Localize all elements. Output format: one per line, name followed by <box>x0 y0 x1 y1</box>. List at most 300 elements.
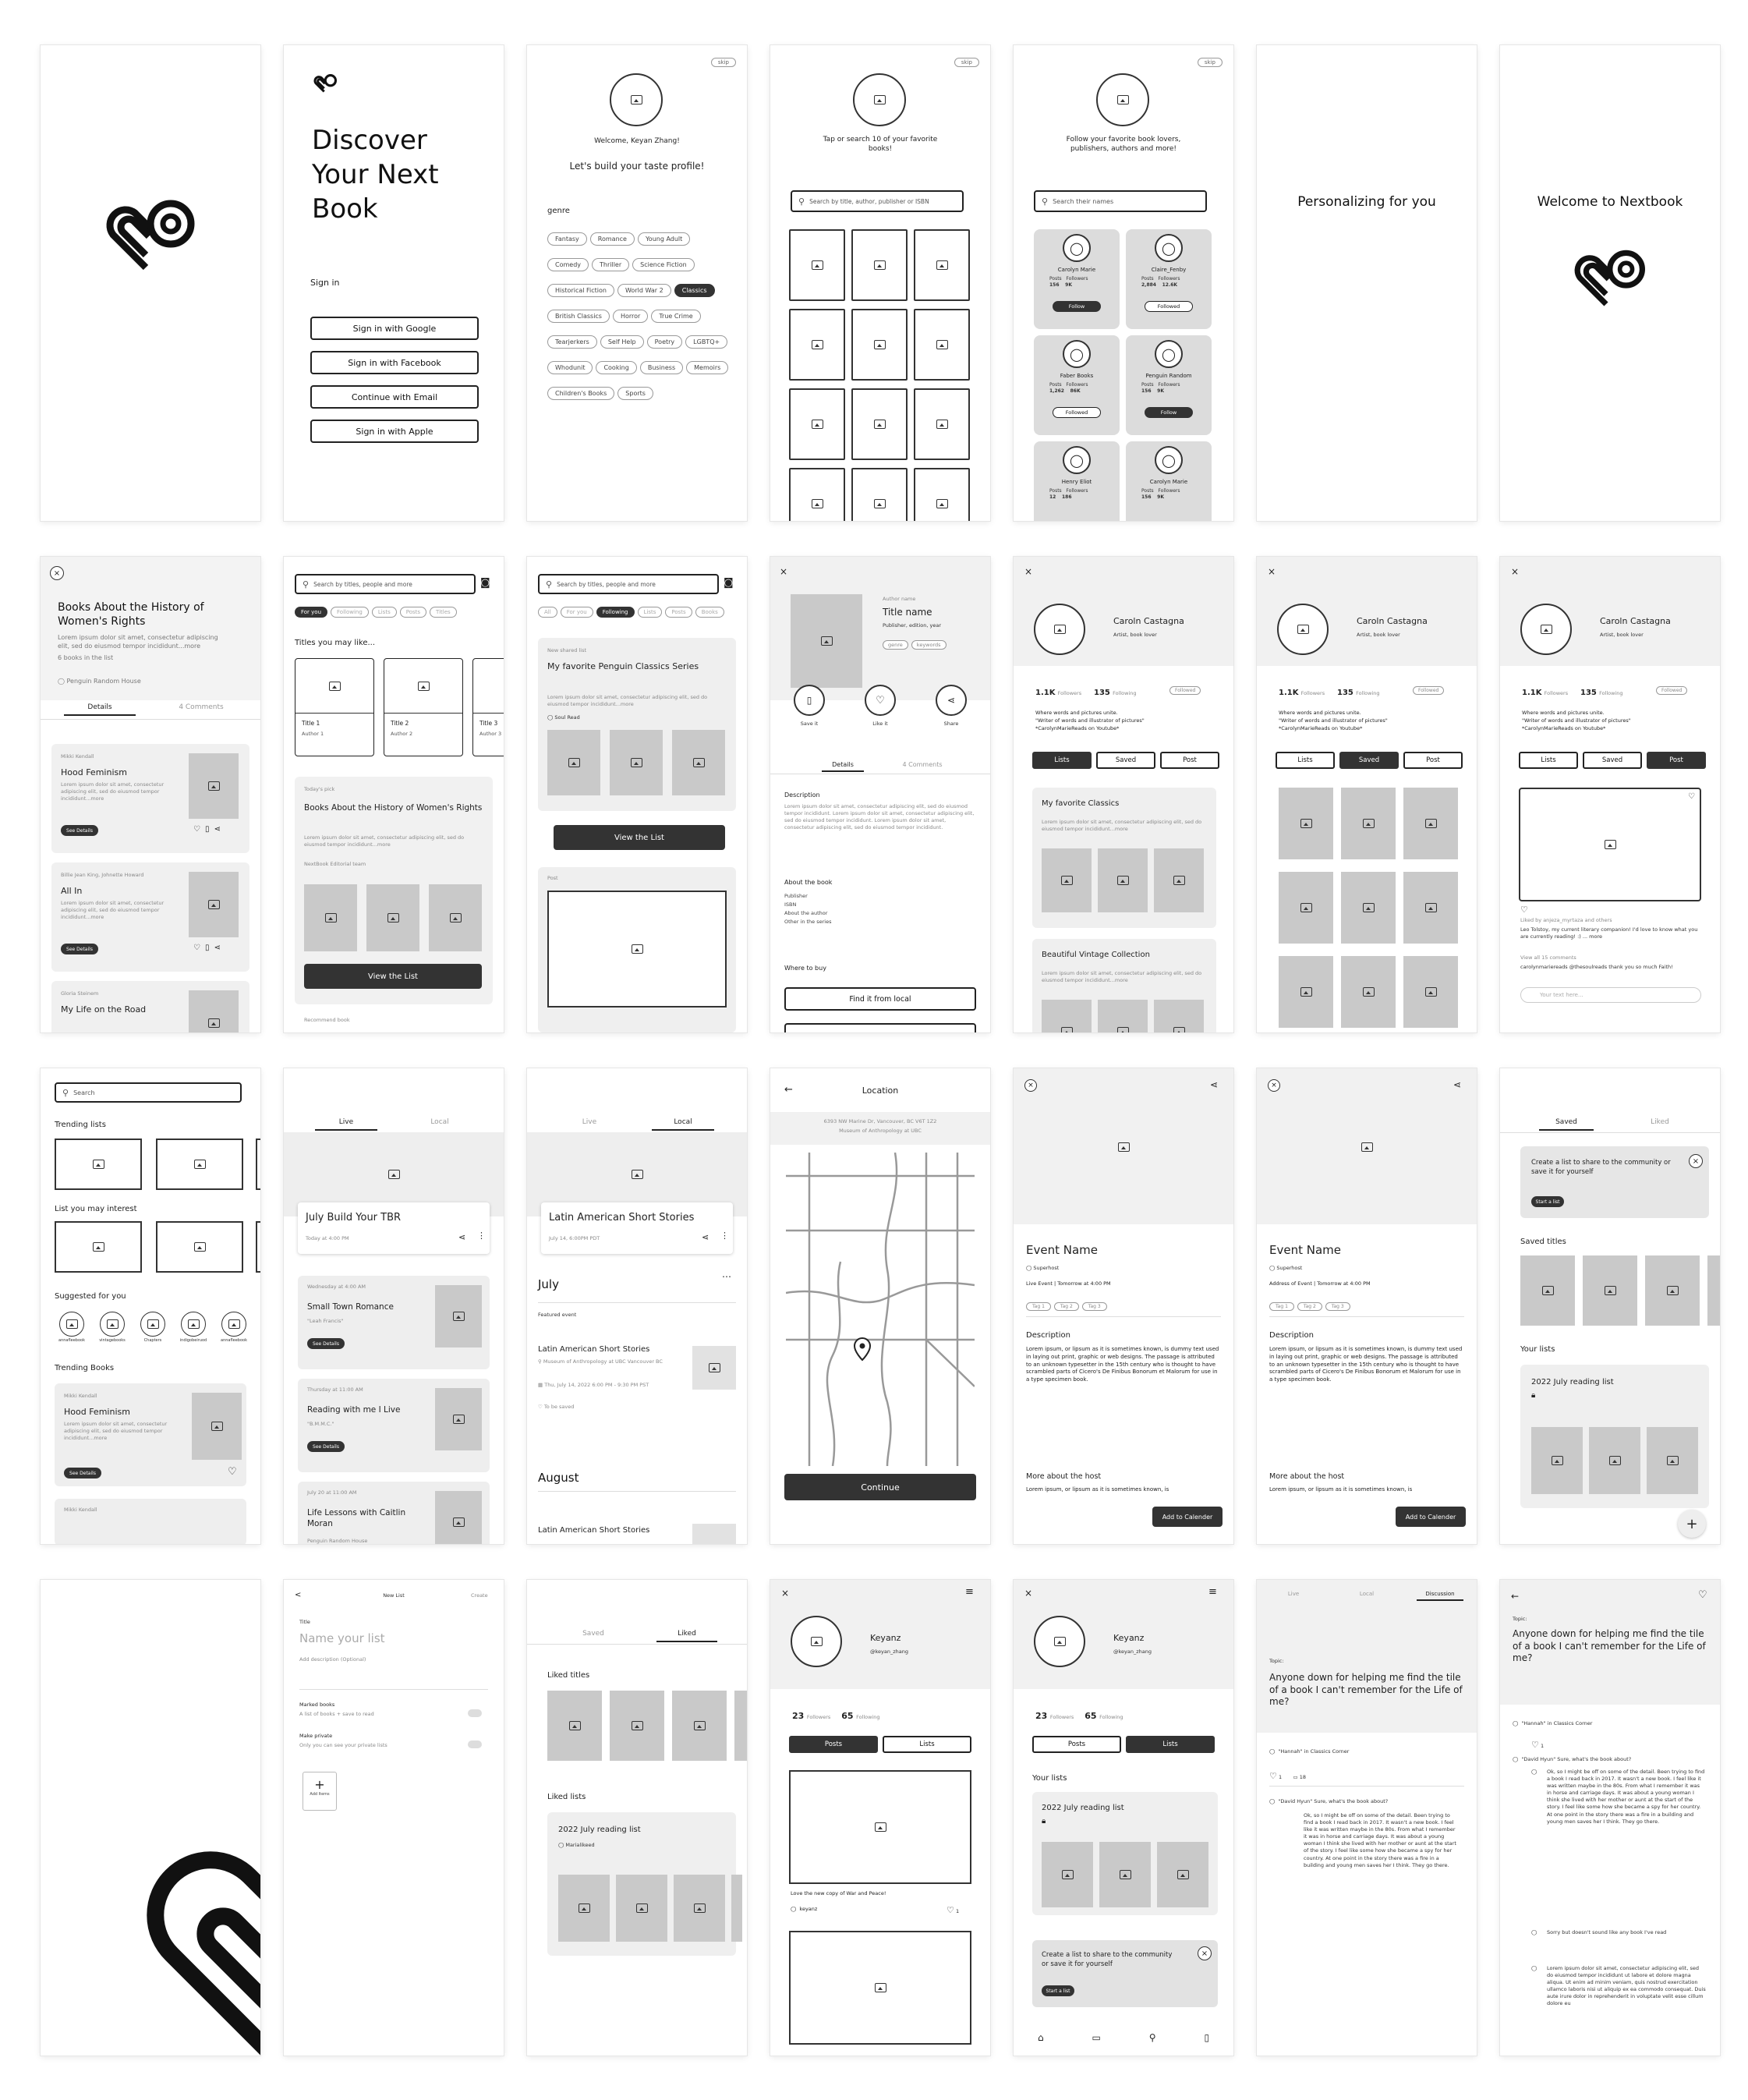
heart-icon[interactable]: ♡ <box>1688 792 1695 801</box>
list-desc-input[interactable]: Add description (Optional) <box>299 1656 366 1663</box>
interest-list-card[interactable] <box>256 1221 260 1273</box>
user-name: Chapters <box>143 1338 162 1343</box>
featured-event-card[interactable] <box>541 1202 733 1254</box>
image-icon <box>632 1721 643 1730</box>
continue-button[interactable]: Continue <box>784 1474 976 1500</box>
post-reactions[interactable]: ♡ 1 ▭ 18 <box>1269 1771 1307 1781</box>
share-icon[interactable]: ⋖ <box>1210 1079 1219 1090</box>
genre-chip[interactable]: Young Adult <box>638 232 690 246</box>
image-icon <box>632 944 643 954</box>
tab-details[interactable]: Details <box>64 703 136 716</box>
image-icon <box>107 1319 119 1329</box>
pick-desc: Lorem ipsum dolor sit amet, consectetur adipiscing elit, sed do eiusmod tempor incididunt...more <box>304 834 465 848</box>
my-profile-lists-screen <box>1014 1580 1233 2056</box>
trending-book-card[interactable] <box>55 1499 246 1544</box>
saved-book-cover[interactable] <box>1341 872 1396 944</box>
profile-lists-screen <box>1014 557 1233 1032</box>
image-icon <box>1605 1286 1616 1295</box>
close-icon[interactable]: × <box>780 566 788 577</box>
image-icon <box>1425 903 1437 912</box>
heart-icon[interactable]: ♡ <box>228 1466 237 1478</box>
post-image[interactable] <box>789 1770 971 1884</box>
image-icon <box>1300 987 1312 997</box>
followed-badge[interactable]: Followed <box>1169 686 1201 695</box>
saved-book-cover[interactable] <box>1279 956 1333 1028</box>
book-cover <box>1647 1427 1698 1494</box>
share-icon[interactable]: ⋖ <box>214 825 225 834</box>
follow-button[interactable]: Follow <box>1053 301 1101 312</box>
image-icon <box>709 1363 720 1372</box>
profile-handle: @keyan_zhang <box>870 1648 908 1655</box>
desc-heading: Description <box>1269 1331 1314 1340</box>
start-list-button[interactable]: Start a list <box>1531 1196 1564 1207</box>
map-title: Location <box>862 1085 899 1096</box>
filter-chip[interactable]: Titles <box>430 607 457 618</box>
create-button[interactable]: Create <box>471 1592 488 1599</box>
tab-lists[interactable]: Lists <box>1126 1736 1215 1753</box>
featured-event-card[interactable] <box>298 1202 490 1254</box>
comment: carolynmariereads @thesoulreads thank you so much Faith! <box>1520 964 1673 970</box>
saved-book-cover[interactable] <box>1341 788 1396 859</box>
event-tag[interactable]: Tag 2 <box>1054 1302 1079 1311</box>
title-cover <box>473 659 504 714</box>
home-icon[interactable]: ⌂ <box>1037 2032 1044 2043</box>
tab-saved[interactable]: Saved <box>582 1630 604 1638</box>
book-cover[interactable] <box>610 730 663 795</box>
map-venue: Museum of Anthropology at UBC <box>839 1128 922 1134</box>
saved-book-cover[interactable] <box>1403 788 1458 859</box>
interest-list-card[interactable] <box>55 1221 142 1273</box>
tab-posts[interactable]: Posts <box>789 1736 878 1753</box>
close-icon[interactable]: × <box>781 1588 790 1599</box>
event-tag[interactable]: Tag 2 <box>1297 1302 1322 1311</box>
book-tag[interactable]: keywords <box>911 640 947 650</box>
like-action[interactable]: ♡ Like it <box>865 700 896 738</box>
genre-chip[interactable]: Fantasy <box>547 232 587 246</box>
genre-chip[interactable]: Tearjerkers <box>547 335 597 349</box>
item-actions <box>193 825 225 834</box>
start-list-button[interactable]: Start a list <box>1042 1985 1074 1996</box>
topic-question: Anyone down for helping me find the tile of a book I can't remember for the Life of me? <box>1513 1628 1706 1664</box>
book-tile[interactable] <box>914 309 970 381</box>
suggested-users <box>51 1312 260 1344</box>
reply-text: Ok, so I might be off on some of the detail. Been trying to find a book I read back in 2017. It wasn't a new book. I feel like it was written maybe in the 80s. From what I remember it was in horse and carriage days. It was about a young woman I think she lived with her mother or aunt at the start of the story. I feel like some how she became a spy for her country. At one point in the story there was a fire in a building and young men saves her I think. They go there. <box>1304 1812 1456 1868</box>
book-tile[interactable] <box>789 388 845 460</box>
post-image[interactable] <box>547 891 727 1008</box>
follow-button[interactable]: Followed <box>1145 301 1193 312</box>
tab-lists[interactable]: Lists <box>883 1736 971 1753</box>
interest-list-card[interactable] <box>156 1221 243 1273</box>
reading-list-card[interactable] <box>1520 1365 1709 1508</box>
liked-list-card[interactable] <box>547 1812 736 1956</box>
book-cover[interactable] <box>547 730 600 795</box>
tab-liked[interactable]: Liked <box>1651 1118 1669 1126</box>
email-signin-button[interactable]: Continue with Email <box>310 385 479 409</box>
tab-local[interactable]: Local <box>430 1118 449 1126</box>
original-poster: ◯ "Hannah" in Classics Corner <box>1269 1748 1350 1755</box>
book-cover[interactable] <box>1583 1255 1637 1326</box>
heart-icon[interactable]: ♡ <box>193 825 205 834</box>
book-author: Mikki Kendall <box>64 1393 97 1399</box>
tab-local[interactable]: Local <box>1359 1591 1375 1597</box>
add-calendar-button[interactable]: Add to Calender <box>1396 1507 1466 1527</box>
user-card[interactable] <box>1034 229 1120 329</box>
user-card[interactable] <box>1034 335 1120 435</box>
post-image[interactable] <box>1519 788 1701 901</box>
list-name-input[interactable]: Name your list <box>299 1631 385 1645</box>
filter-chip[interactable]: For you <box>295 607 327 618</box>
share-action[interactable]: ⋖ Share <box>936 700 967 738</box>
tab-discussion[interactable]: Discussion <box>1417 1591 1463 1601</box>
book-title: Title name <box>883 607 932 618</box>
about-item[interactable]: Other in the series <box>784 919 832 926</box>
location-map-screen <box>770 1068 990 1544</box>
image-icon <box>1363 819 1375 828</box>
image-icon <box>936 499 948 508</box>
event-tag[interactable]: Tag 3 <box>1082 1302 1107 1311</box>
find-local-button[interactable]: Find it from local <box>784 987 976 1011</box>
user-name: Claire_Fenby <box>1151 267 1187 273</box>
tab-saved[interactable]: Saved <box>1539 1118 1594 1131</box>
book-cover <box>558 1875 610 1942</box>
save-action[interactable]: ▯ Save it <box>794 700 825 738</box>
genre-chip[interactable]: Thriller <box>592 258 629 271</box>
genre-chip[interactable]: Cooking <box>596 361 636 374</box>
heart-icon[interactable]: ♡ <box>1698 1589 1707 1601</box>
people-search-input[interactable]: ⚲ Search their names <box>1034 190 1207 212</box>
event-card[interactable] <box>298 1482 490 1544</box>
user-card[interactable] <box>1126 441 1212 521</box>
share-icon[interactable]: ⋖ <box>214 944 225 952</box>
saved-book-cover[interactable] <box>1403 872 1458 944</box>
filter-chip[interactable]: Following <box>596 607 635 618</box>
private-toggle[interactable] <box>468 1741 482 1748</box>
book-tile[interactable] <box>851 229 908 301</box>
share-icon[interactable]: ⋖ <box>1453 1079 1462 1090</box>
book-cover[interactable] <box>1520 1255 1575 1326</box>
user-card[interactable] <box>1126 229 1212 329</box>
suggested-user[interactable] <box>133 1312 173 1344</box>
saved-book-cover[interactable] <box>1279 872 1333 944</box>
genre-chip[interactable]: Poetry <box>647 335 683 349</box>
book-cover <box>1589 1427 1640 1494</box>
heart-icon[interactable]: ♡ <box>193 944 205 952</box>
avatar <box>1034 1616 1085 1667</box>
close-icon[interactable]: × <box>1268 1079 1280 1092</box>
book-tile[interactable] <box>914 229 970 301</box>
menu-icon[interactable]: ≡ <box>965 1586 974 1598</box>
see-details-button[interactable]: See Details <box>61 944 98 954</box>
share-icon[interactable]: ⋖ <box>458 1232 466 1242</box>
follow-button[interactable]: Follow <box>1145 407 1193 418</box>
image-icon <box>1609 1456 1621 1465</box>
user-avatar: ◯ <box>1063 340 1091 368</box>
genre-chip[interactable]: Business <box>640 361 683 374</box>
close-icon[interactable]: × <box>50 566 64 580</box>
genre-chip[interactable]: World War 2 <box>617 284 671 297</box>
item-author: Mikki Kendall <box>61 753 94 760</box>
title-name: Title 3 <box>479 720 498 727</box>
post-image[interactable] <box>789 1931 971 2045</box>
tab-post[interactable]: Post <box>1160 752 1219 769</box>
signin-label: Sign in <box>310 278 340 288</box>
see-details-button[interactable]: See Details <box>64 1468 101 1478</box>
trending-list-card[interactable] <box>156 1139 243 1190</box>
list-card[interactable] <box>1032 939 1216 1032</box>
user-card[interactable] <box>1034 441 1120 521</box>
genre-chip[interactable]: Memoirs <box>686 361 728 374</box>
see-details-button[interactable]: See Details <box>61 825 98 836</box>
book-search-input[interactable]: ⚲ Search by title, author, publisher or ISBN <box>791 190 964 212</box>
list-card[interactable] <box>1032 788 1216 928</box>
trending-list-card[interactable] <box>55 1139 142 1190</box>
book-cover[interactable] <box>429 884 482 951</box>
view-list-button[interactable]: View the List <box>304 964 482 989</box>
title-name: Title 2 <box>391 720 409 727</box>
filter-chip[interactable]: All <box>538 607 557 618</box>
book-tag[interactable]: genre <box>883 640 908 650</box>
view-list-button[interactable]: View the List <box>554 825 725 850</box>
event-card[interactable] <box>298 1379 490 1472</box>
title-card[interactable] <box>295 658 374 756</box>
google-signin-button[interactable]: Sign in with Google <box>310 317 479 340</box>
close-icon[interactable]: × <box>1024 566 1033 577</box>
book-cover <box>616 1875 667 1942</box>
title-card[interactable] <box>384 658 463 756</box>
filter-chip[interactable]: Lists <box>638 607 663 618</box>
home-search-input[interactable]: ⚲ Search by titles, people and more <box>295 574 476 594</box>
user-stats: Posts Followers 1,262 86K <box>1049 382 1088 395</box>
bookmark-icon[interactable]: ▯ <box>204 944 214 952</box>
follow-button[interactable]: Followed <box>1053 407 1101 418</box>
followed-badge[interactable]: Followed <box>1413 686 1444 695</box>
shared-user: ◯ Soul Read <box>547 714 580 721</box>
filter-chip[interactable]: Books <box>695 607 724 618</box>
bookmark-icon[interactable]: ▯ <box>1204 2032 1210 2043</box>
genre-chip[interactable]: Whodunit <box>547 361 593 374</box>
book-cover[interactable] <box>366 884 419 951</box>
discussion-thread-screen <box>1500 1580 1720 2056</box>
title-card[interactable] <box>472 658 504 756</box>
private-label: Make private <box>299 1733 333 1739</box>
image-icon <box>811 1637 823 1646</box>
marked-toggle[interactable] <box>468 1709 482 1717</box>
saved-book-cover[interactable] <box>1341 956 1396 1028</box>
about-item[interactable]: ISBN <box>784 901 797 908</box>
close-icon[interactable]: × <box>1268 566 1276 577</box>
search-icon[interactable]: ⚲ <box>1148 2032 1156 2043</box>
tab-local[interactable]: Local <box>652 1118 714 1131</box>
genre-chip[interactable]: Self Help <box>600 335 644 349</box>
saved-book-cover[interactable] <box>1403 956 1458 1028</box>
filter-chip[interactable]: For you <box>561 607 593 618</box>
menu-icon[interactable]: ≡ <box>1208 1586 1217 1598</box>
post-likes[interactable]: ♡ 1 <box>1531 1740 1545 1750</box>
genre-chip[interactable]: Science Fiction <box>632 258 695 271</box>
topic-question: Anyone down for helping me find the tile of a book I can't remember for the Life of me? <box>1269 1672 1463 1708</box>
suggested-user[interactable] <box>51 1312 92 1344</box>
skip-button[interactable]: skip <box>954 58 979 67</box>
add-calendar-button[interactable]: Add to Calender <box>1152 1507 1223 1527</box>
list-item[interactable] <box>51 981 249 1032</box>
tab-details[interactable]: Details <box>822 761 864 772</box>
filter-chips <box>538 602 747 624</box>
tab-live[interactable]: Live <box>582 1118 597 1126</box>
genre-chip[interactable]: LGBTQ+ <box>685 335 727 349</box>
book-cover <box>1154 1000 1204 1032</box>
back-arrow-icon[interactable]: ← <box>784 1084 793 1096</box>
secondary-buy-button[interactable] <box>784 1023 976 1032</box>
featured-time: July 14, 6:00PM PDT <box>549 1235 600 1241</box>
list-item[interactable] <box>51 744 249 853</box>
event-save[interactable]: ♡ To be saved <box>538 1404 575 1410</box>
book-tile[interactable] <box>851 309 908 381</box>
event-tag[interactable]: Tag 3 <box>1325 1302 1350 1311</box>
skip-button[interactable]: skip <box>1198 58 1223 67</box>
genre-chip[interactable]: True Crime <box>651 310 700 323</box>
avatar <box>610 73 663 126</box>
suggested-user[interactable] <box>173 1312 214 1344</box>
add-list-button[interactable]: + <box>1678 1510 1706 1538</box>
tab-saved[interactable]: Saved <box>1096 752 1155 769</box>
see-details-button[interactable]: See Details <box>307 1338 345 1349</box>
post-likes[interactable]: ♡ 1 <box>947 1905 960 1915</box>
close-icon[interactable]: × <box>1511 566 1520 577</box>
filter-chip[interactable]: Following <box>331 607 369 618</box>
book-tile[interactable] <box>851 468 908 521</box>
book-tile[interactable] <box>789 229 845 301</box>
suggested-user[interactable] <box>214 1312 254 1344</box>
event-desc: Lorem ipsum, or lipsum as it is sometimes known, is dummy text used in laying out print, graphic or web designs. The passage is attributed to an unknown typesetter in the 15th century who is thought to have scrambled parts of Cicero's De Finibus Bonorum et Malorum for use in a type specimen book. <box>1026 1346 1219 1383</box>
image-icon <box>147 1319 159 1329</box>
host-desc: Lorem ipsum, or lipsum as it is sometimes known, is <box>1026 1486 1169 1493</box>
explore-search-input[interactable]: ⚲ Search <box>55 1082 242 1103</box>
about-item[interactable]: About the author <box>784 910 828 917</box>
tab-saved[interactable]: Saved <box>1583 752 1642 769</box>
event-tag[interactable]: Tag 1 <box>1269 1302 1294 1311</box>
tab-post[interactable]: Post <box>1647 752 1706 769</box>
book-cover[interactable] <box>1645 1255 1700 1326</box>
user-card[interactable] <box>1126 335 1212 435</box>
chat-icon[interactable]: ▭ <box>1092 2032 1101 2043</box>
facebook-signin-button[interactable]: Sign in with Facebook <box>310 351 479 374</box>
more-icon[interactable]: ⋮ <box>477 1231 486 1241</box>
book-tile[interactable] <box>789 468 845 521</box>
book-cover[interactable] <box>304 884 357 951</box>
book-tile[interactable] <box>789 309 845 381</box>
book-tile[interactable] <box>914 388 970 460</box>
suggested-user[interactable] <box>92 1312 133 1344</box>
genre-chip[interactable]: Comedy <box>547 258 589 271</box>
title-line-2: Your Next <box>312 159 439 190</box>
more-icon[interactable]: ⋮ <box>720 1231 729 1241</box>
banner-image <box>1361 1140 1373 1155</box>
filter-chip[interactable]: Posts <box>665 607 692 618</box>
tab-comments[interactable]: 4 Comments <box>902 761 943 768</box>
tab-post[interactable]: Post <box>1403 752 1463 769</box>
apple-signin-button[interactable]: Sign in with Apple <box>310 420 479 443</box>
camera-icon[interactable]: ◙ <box>480 577 490 589</box>
personalizing-text: Personalizing for you <box>1297 194 1436 210</box>
genre-chip[interactable]: Children's Books <box>547 387 614 400</box>
tab-comments[interactable]: 4 Comments <box>179 703 224 711</box>
tab-posts[interactable]: Posts <box>1032 1736 1121 1753</box>
camera-icon[interactable]: ◙ <box>724 577 734 589</box>
tab-saved[interactable]: Saved <box>1339 752 1399 769</box>
close-icon[interactable]: × <box>1198 1946 1212 1960</box>
splash-screen <box>41 45 260 521</box>
home-search-input[interactable]: ⚲ Search by titles, people and more <box>538 574 719 594</box>
tab-lists[interactable]: Lists <box>1519 752 1578 769</box>
bookmark-icon[interactable]: ▯ <box>204 825 214 834</box>
followed-badge[interactable]: Followed <box>1656 686 1687 695</box>
user-name: annafleebook <box>58 1338 85 1343</box>
street-map[interactable] <box>786 1153 975 1466</box>
filter-chip[interactable]: Lists <box>372 607 397 618</box>
reading-list-card[interactable] <box>1032 1792 1218 1915</box>
back-icon[interactable]: < <box>295 1591 302 1599</box>
back-arrow-icon[interactable]: ← <box>1511 1591 1520 1602</box>
genre-chip[interactable]: Historical Fiction <box>547 284 614 297</box>
book-tile[interactable] <box>851 388 908 460</box>
saved-book-cover[interactable] <box>1279 788 1333 859</box>
tab-lists[interactable]: Lists <box>1032 752 1092 769</box>
genre-chip[interactable]: Sports <box>617 387 653 400</box>
trending-book-card[interactable] <box>55 1383 246 1486</box>
genre-chip[interactable]: British Classics <box>547 310 610 323</box>
filter-chip[interactable]: Posts <box>400 607 426 618</box>
image-icon <box>211 1422 223 1431</box>
tab-live[interactable]: Live <box>315 1118 377 1131</box>
event-card[interactable] <box>298 1276 490 1369</box>
image-icon <box>874 499 886 508</box>
book-tile[interactable] <box>914 468 970 521</box>
book-cover <box>1042 1000 1092 1032</box>
about-item[interactable]: Publisher <box>784 893 808 899</box>
book-cover[interactable] <box>672 730 725 795</box>
comment-input[interactable]: Your text here... <box>1520 987 1701 1003</box>
genre-chip[interactable]: Romance <box>590 232 635 246</box>
welcome-text: Welcome to Nextbook <box>1537 194 1683 210</box>
see-details-button[interactable]: See Details <box>307 1441 345 1452</box>
tab-liked[interactable]: Liked <box>656 1630 717 1642</box>
book-cover[interactable] <box>734 1691 747 1761</box>
tab-lists[interactable]: Lists <box>1276 752 1335 769</box>
book-cover[interactable] <box>672 1691 727 1761</box>
share-icon[interactable]: ⋖ <box>702 1232 709 1242</box>
add-items-button[interactable]: + Add Items <box>303 1772 337 1811</box>
like-icon[interactable]: ♡ <box>1520 905 1528 915</box>
book-cover[interactable] <box>547 1691 602 1761</box>
list-item[interactable] <box>51 862 249 972</box>
event-tag[interactable]: Tag 1 <box>1026 1302 1051 1311</box>
book-cover[interactable] <box>610 1691 664 1761</box>
item-actions <box>193 944 225 952</box>
item-title: Hood Feminism <box>61 767 127 777</box>
view-comments[interactable]: View all 15 comments <box>1520 954 1576 961</box>
book-cover[interactable] <box>1707 1255 1720 1326</box>
genre-chip[interactable]: Horror <box>613 310 648 323</box>
more-icon[interactable]: ⋯ <box>722 1271 731 1282</box>
tab-live[interactable]: Live <box>1287 1591 1300 1597</box>
skip-button[interactable]: skip <box>711 58 736 67</box>
trending-list-card[interactable] <box>256 1139 260 1190</box>
close-icon[interactable]: × <box>1024 1588 1033 1599</box>
close-icon[interactable]: × <box>1689 1154 1703 1168</box>
close-icon[interactable]: × <box>1024 1079 1037 1092</box>
your-lists-heading: Your lists <box>1032 1774 1067 1783</box>
genre-chip[interactable]: Classics <box>674 284 715 297</box>
